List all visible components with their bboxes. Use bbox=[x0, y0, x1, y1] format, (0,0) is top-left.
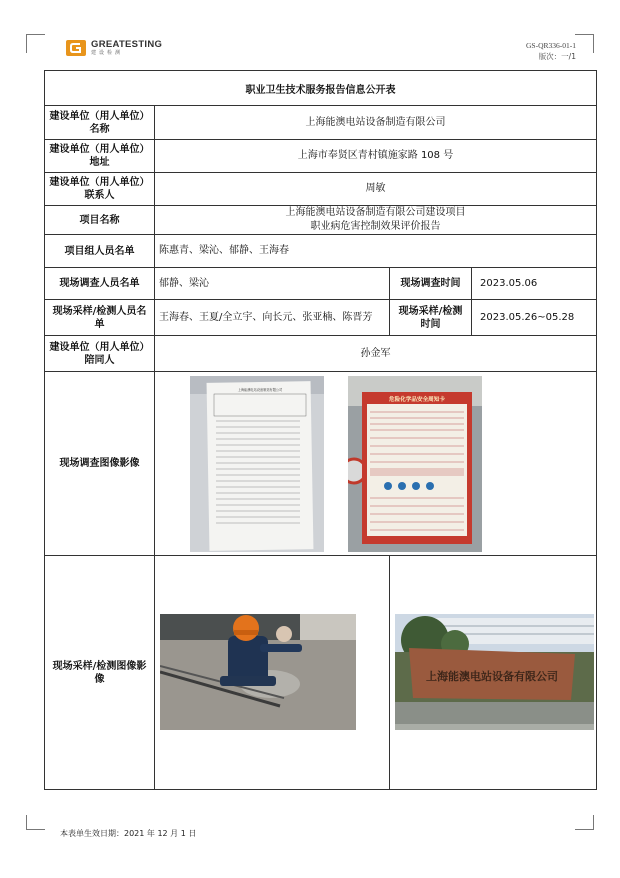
sampling-staff-label: 现场采样/检测人员名单 bbox=[45, 300, 155, 336]
escort-label: 建设单位（用人单位）陪同人 bbox=[45, 336, 155, 372]
sampling-staff-value: 王海春、王夏/全立宇、向长元、张亚楠、陈晋芳 bbox=[155, 300, 390, 336]
table-row bbox=[45, 268, 597, 300]
table-row bbox=[45, 372, 597, 556]
contact-label: 建设单位（用人单位）联系人 bbox=[45, 173, 155, 206]
wall-sign-text: 上海能澳电站设备有限公司 bbox=[426, 670, 558, 683]
sampling-wall-photo bbox=[395, 614, 594, 730]
logo-subtitle: 建设检测 bbox=[91, 50, 124, 57]
sampling-time-value: 2023.05.26~05.28 bbox=[472, 300, 597, 336]
table-row bbox=[45, 206, 597, 235]
survey-sign-photo bbox=[348, 376, 482, 552]
company-logo bbox=[66, 38, 162, 58]
corner-mark-top-right bbox=[575, 34, 594, 53]
logo-name: GREATESTING bbox=[91, 38, 163, 50]
escort-value: 孙金军 bbox=[155, 336, 597, 372]
table-row bbox=[45, 336, 597, 372]
sign-title: 危险化学品安全周知卡 bbox=[389, 397, 445, 403]
table-row bbox=[45, 556, 597, 790]
unit-name-label: 建设单位（用人单位）名称 bbox=[45, 106, 155, 140]
survey-images-cell bbox=[155, 372, 597, 556]
table-row bbox=[45, 173, 597, 206]
table-row bbox=[45, 106, 597, 140]
survey-images-label: 现场调查图像影像 bbox=[45, 372, 155, 556]
sampling-worker-photo-cell bbox=[155, 556, 390, 790]
survey-staff-label: 现场调查人员名单 bbox=[45, 268, 155, 300]
sampling-images-label: 现场采样/检测图像影像 bbox=[45, 556, 155, 790]
table-row bbox=[45, 140, 597, 173]
corner-mark-top-left bbox=[26, 34, 45, 53]
sampling-wall-photo-cell bbox=[390, 556, 597, 790]
project-name-line1: 上海能澳电站设备制造有限公司建设项目 bbox=[285, 207, 466, 218]
effective-date: 本表单生效日期：2021 年 12 月 1 日 bbox=[60, 829, 197, 838]
sampling-time-label: 现场采样/检测时间 bbox=[390, 300, 472, 336]
project-name-line2: 职业病危害控制效果评价报告 bbox=[310, 221, 441, 232]
project-name-label: 项目名称 bbox=[45, 206, 155, 235]
page-title: 职业卫生技术服务报告信息公开表 bbox=[45, 71, 597, 106]
corner-mark-bottom-right bbox=[575, 815, 594, 830]
team-value: 陈惠青、梁沁、郁静、王海春 bbox=[155, 235, 597, 268]
table-row bbox=[45, 235, 597, 268]
address-label: 建设单位（用人单位）地址 bbox=[45, 140, 155, 173]
corner-mark-bottom-left bbox=[26, 815, 45, 830]
team-label: 项目组人员名单 bbox=[45, 235, 155, 268]
survey-staff-value: 郁静、梁沁 bbox=[155, 268, 390, 300]
doc-photo-title: 上海能澳电站设备制造有限公司 bbox=[237, 388, 283, 392]
info-table bbox=[44, 70, 597, 790]
logo-mark-icon bbox=[66, 40, 86, 56]
sampling-worker-photo bbox=[160, 614, 356, 730]
survey-document-photo bbox=[190, 376, 324, 552]
survey-time-label: 现场调查时间 bbox=[390, 268, 472, 300]
survey-time-value: 2023.05.06 bbox=[472, 268, 597, 300]
project-name-value bbox=[155, 206, 597, 235]
table-row bbox=[45, 300, 597, 336]
document-code: GS-QR336-01-1 bbox=[526, 41, 576, 50]
document-version: 版次：一/1 bbox=[538, 52, 576, 61]
contact-value: 周敏 bbox=[155, 173, 597, 206]
unit-name-value: 上海能澳电站设备制造有限公司 bbox=[155, 106, 597, 140]
address-value: 上海市奉贤区青村镇施家路 108 号 bbox=[155, 140, 597, 173]
